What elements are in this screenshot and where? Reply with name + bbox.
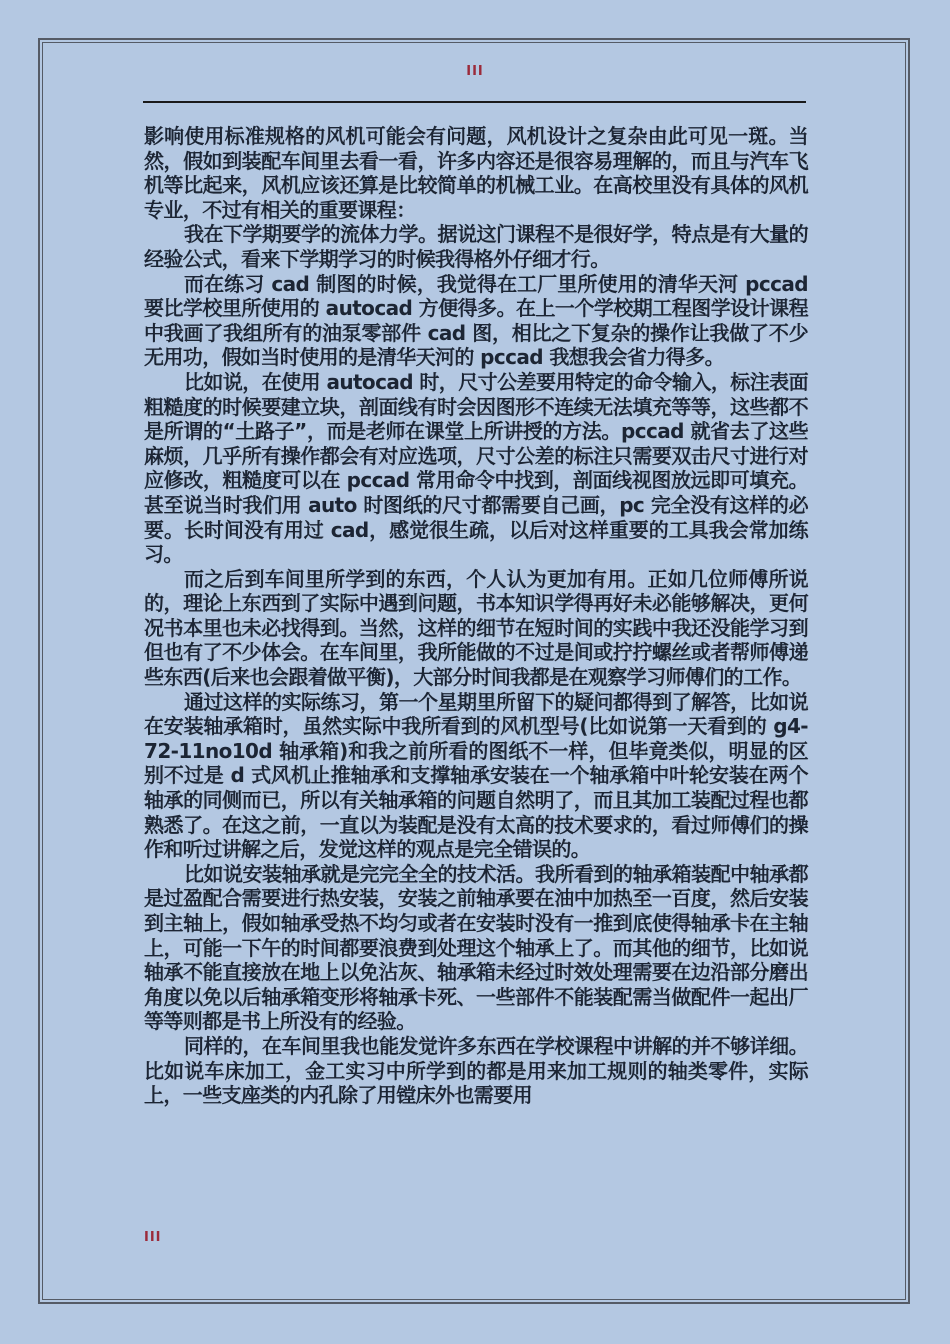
document-body (144, 124, 808, 1108)
header-mark: III (466, 64, 484, 79)
footer-mark: III (144, 1230, 162, 1245)
paragraph-7: 比如说安装轴承就是完完全全的技术活。我所看到的轴承箱装配中轴承都是过盈配合需要进行热安装，安装之前轴承要在油中加热至一百度，然后安装到主轴上，假如轴承受热不均匀或者在安装时没有一推到底使得轴承卡在主轴上，可能一下午的时间都要浪费到处理这个轴承上了。而其他的细节，比如说轴承不能直接放在地上以免沾灰、轴承箱未经过时效处理需要在边沿部分磨出角度以免以后轴承箱变形将轴承卡死、一些部件不能装配需当做配件一起出厂等等则都是书上所没有的经验。 (144, 861, 808, 1034)
paragraph-1: 影响使用标准规格的风机可能会有问题，风机设计之复杂由此可见一斑。当然，假如到装配车间里去看一看，许多内容还是很容易理解的，而且与汽车飞机等比起来，风机应该还算是比较简单的机械工业。在高校里没有具体的风机专业，不过有相关的重要课程： (144, 124, 808, 222)
paragraph-5: 而之后到车间里所学到的东西，个人认为更加有用。正如几位师傅所说的，理论上东西到了实际中遇到问题，书本知识学得再好未必能够解决，更何况书本里也未必找得到。当然，这样的细节在短时间的实践中我还没能学习到但也有了不少体会。在车间里，我所能做的不过是间或拧拧螺丝或者帮师傅递些东西(后来也会跟着做平衡)，大部分时间我都是在观察学习师傅们的工作。 (144, 566, 808, 690)
paragraph-4: 比如说，在使用 autocad 时，尺寸公差要用特定的命令输入，标注表面粗糙度的时候要建立块，剖面线有时会因图形不连续无法填充等等，这些都不是所谓的“土路子”，而是老师在课堂上所讲授的方法。pccad 就省去了这些麻烦，几乎所有操作都会有对应选项，尺寸公差的标注只需要双击尺寸进行对应修改，粗糙度可以在 pccad 常用命令中找到，剖面线视图放远即可填充。甚至说当时我们用 auto 时图纸的尺寸都需要自己画，pc 完全没有这样的必要。长时间没有用过 cad，感觉很生疏，以后对这样重要的工具我会常加练习。 (144, 369, 808, 567)
paragraph-2: 我在下学期要学的流体力学。据说这门课程不是很好学，特点是有大量的经验公式，看来下学期学习的时候我得格外仔细才行。 (144, 222, 808, 271)
paragraph-6: 通过这样的实际练习，第一个星期里所留下的疑问都得到了解答，比如说在安装轴承箱时，虽然实际中我所看到的风机型号(比如说第一天看到的 g4-72-11no10d 轴承箱)和我之前所看的图纸不一样，但毕竟类似，明显的区别不过是 d 式风机止推轴承和支撑轴承安装在一个轴承箱中叶轮安装在两个轴承的同侧而已，所以有关轴承箱的问题自然明了，而且其加工装配过程也都熟悉了。在这之前，一直以为装配是没有太高的技术要求的，看过师傅们的操作和听过讲解之后，发觉这样的观点是完全错误的。 (144, 689, 808, 862)
paragraph-8: 同样的，在车间里我也能发觉许多东西在学校课程中讲解的并不够详细。比如说车床加工，金工实习中所学到的都是用来加工规则的轴类零件，实际上，一些支座类的内孔除了用镗床外也需要用 (144, 1033, 808, 1108)
header-rule (143, 101, 806, 103)
paragraph-3: 而在练习 cad 制图的时候，我觉得在工厂里所使用的清华天河 pccad 要比学校里所使用的 autocad 方便得多。在上一个学校期工程图学设计课程中我画了我组所有的油泵零部件 cad 图，相比之下复杂的操作让我做了不少无用功，假如当时使用的是清华天河的 pccad 我想我会省力得多。 (144, 271, 808, 370)
